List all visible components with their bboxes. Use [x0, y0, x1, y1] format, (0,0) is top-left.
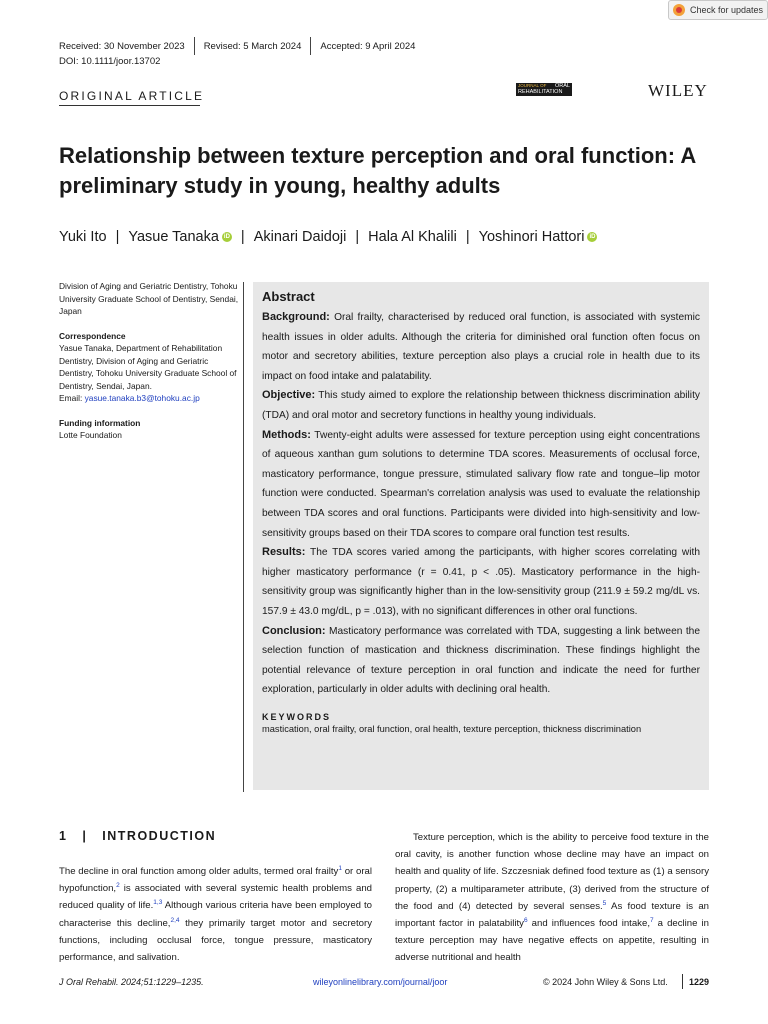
orcid-icon[interactable]: iD — [589, 234, 596, 240]
intro-paragraph: Texture perception, which is the ability to perceive food texture in the oral cavity, is another function whose decline may have an impact on health and quality of life. Szczesniak defined food texture as (1) a sensory property, (2) a multiparameter attribute, (3) derived from the structure of the food and (4) detected by several senses.$^5$ As food texture is an important factor in palatability$^6$ and influences food intake,$^7$ a decline in texture perception may have negative effects on appetite, resulting in adverse nutritional and health — [395, 832, 709, 964]
journal-logo: JOURNAL OF ORAL REHABILITATION — [518, 83, 570, 95]
email-link[interactable]: yasue.tanaka.b3@tohoku.ac.jp — [84, 393, 200, 403]
correspondence — [59, 330, 239, 405]
accepted-date: Accepted: 9 April 2024 — [320, 40, 416, 52]
journal-url-link[interactable]: wileyonlinelibrary.com/journal/joor — [313, 977, 448, 987]
abstract-methods: Methods: Twenty-eight adults were assessed for texture perception using eight concentrations of aqueous xanthan gum solutions to determine TDA scores. Measurements of occlusal force, masticatory performance, tongue pressure, stimulated salivary flow rate and tongue–lip motor function were conducted. Spearman's correlation analysis was used to evaluate the relationship between TDA scores and oral functions. Participants were divided into high-sensitivity and low-sensitivity groups based on their TDA scores to compare oral function test results. — [262, 428, 700, 539]
body-column-right — [395, 829, 709, 967]
reference-link[interactable]: 2 — [116, 882, 120, 890]
correspondence-email: Email: yasue.tanaka.b3@tohoku.ac.jp — [59, 393, 200, 403]
doi: DOI: 10.1111/joor.13702 — [59, 56, 161, 67]
check-for-updates-badge[interactable] — [668, 0, 768, 20]
reference-link[interactable]: 2,4 — [170, 916, 180, 924]
copyright: © 2024 John Wiley & Sons Ltd. — [543, 977, 668, 987]
funding — [59, 417, 239, 442]
article-type: ORIGINAL ARTICLE — [59, 89, 205, 103]
column-divider — [243, 282, 244, 792]
keywords-list: mastication, oral frailty, oral function, oral health, texture perception, thickness discrimination — [262, 723, 642, 734]
received-date: Received: 30 November 2023 — [59, 40, 185, 52]
abstract-box — [253, 282, 709, 790]
date-divider — [310, 37, 311, 55]
affiliation: Division of Aging and Geriatric Dentistry, Tohoku University Graduate School of Dentistry, Sendai, Japan — [59, 281, 239, 316]
correspondence-body: Yasue Tanaka, Department of Rehabilitation Dentistry, Division of Aging and Geriatric Dentistry, Tohoku University Graduate School of Dentistry, Sendai, Japan. — [59, 343, 237, 391]
date-divider — [194, 37, 195, 55]
funding-body: Lotte Foundation — [59, 430, 122, 440]
orcid-icon[interactable]: iD — [223, 234, 230, 240]
reference-link[interactable]: 5 — [602, 899, 607, 907]
body-column-left — [59, 863, 372, 966]
author-name[interactable]: Akinari Daidoji — [253, 229, 347, 245]
abstract-objective: Objective: This study aimed to explore the relationship between thickness discrimination ability (TDA) and oral motor and secretory functions in healthy young individuals. — [262, 389, 700, 421]
article-title: Relationship between texture perception and oral function: A preliminary study in young, healthy adults — [59, 143, 696, 198]
article-dates — [59, 37, 415, 55]
author-name[interactable]: Yoshinori Hattori — [478, 229, 585, 245]
update-icon — [673, 4, 685, 16]
funding-heading: Funding information — [59, 417, 141, 428]
reference-link[interactable]: 7 — [649, 916, 654, 924]
revised-date: Revised: 5 March 2024 — [203, 40, 302, 52]
page-number: 1229 — [688, 977, 709, 987]
publisher-logo: WILEY — [648, 81, 708, 100]
reference-link[interactable]: 6 — [523, 916, 528, 924]
author-list: Yuki Ito | Yasue Tanaka iD | Akinari Daidoji | Hala Al Khalili | Yoshinori Hattori iD — [59, 229, 596, 245]
abstract-heading: Abstract — [262, 289, 315, 304]
correspondence-heading: Correspondence — [59, 330, 126, 341]
abstract-results: Results: The TDA scores varied among the participants, with higher scores correlating with higher masticatory performance (r = 0.41, p < .05). Masticatory performance in the high-sensitivity group was significantly higher than in the low-sensitivity group (211.9 ± 59.2 mg/dL vs. 157.9 ± 43.0 mg/dL, p = .013), with no significant differences in other oral functions. — [262, 546, 700, 617]
author-name[interactable]: Hala Al Khalili — [368, 229, 457, 245]
article-type-rule — [59, 105, 200, 106]
check-for-updates-label: Check for updates — [690, 5, 764, 15]
introduction-heading: 1 | INTRODUCTION — [59, 829, 217, 843]
reference-link[interactable]: 1 — [338, 864, 342, 872]
author-name[interactable]: Yasue Tanaka — [128, 229, 219, 245]
reference-link[interactable]: 1,3 — [153, 899, 163, 907]
article-info-column — [59, 280, 239, 454]
keywords-heading: KEYWORDS — [262, 711, 332, 722]
journal-citation: J Oral Rehabil. 2024;51:1229–1235. — [59, 977, 204, 987]
intro-paragraph: The decline in oral function among older adults, termed oral frailty$^1$ or oral hypofunction,$^2$ is associated with several systemic health problems and reduced quality of life.$^{1,3}$ Although various criteria have been employed to characterise this decline,$^{2,4}$ they primarily target motor and secretory functions, including occlusal force, tongue pressure, masticatory performance, and salivation. — [59, 864, 373, 964]
author-name[interactable]: Yuki Ito — [59, 229, 107, 245]
abstract-background: Background: Oral frailty, characterised by reduced oral function, is associated with systemic health issues in older adults. Although the criteria for diminished oral function often focus on motor and secretory abilities, texture perception also plays a crucial role in health due to its impact on food intake and palatability. — [262, 311, 700, 382]
abstract-conclusion: Conclusion: Masticatory performance was correlated with TDA, suggesting a link between the selection function of mastication and thickness discrimination. These findings highlight the potential relevance of texture perception in oral function and indicate the need for further exploration, particularly in older adults with declining oral health. — [262, 624, 700, 696]
page-divider — [682, 974, 683, 989]
